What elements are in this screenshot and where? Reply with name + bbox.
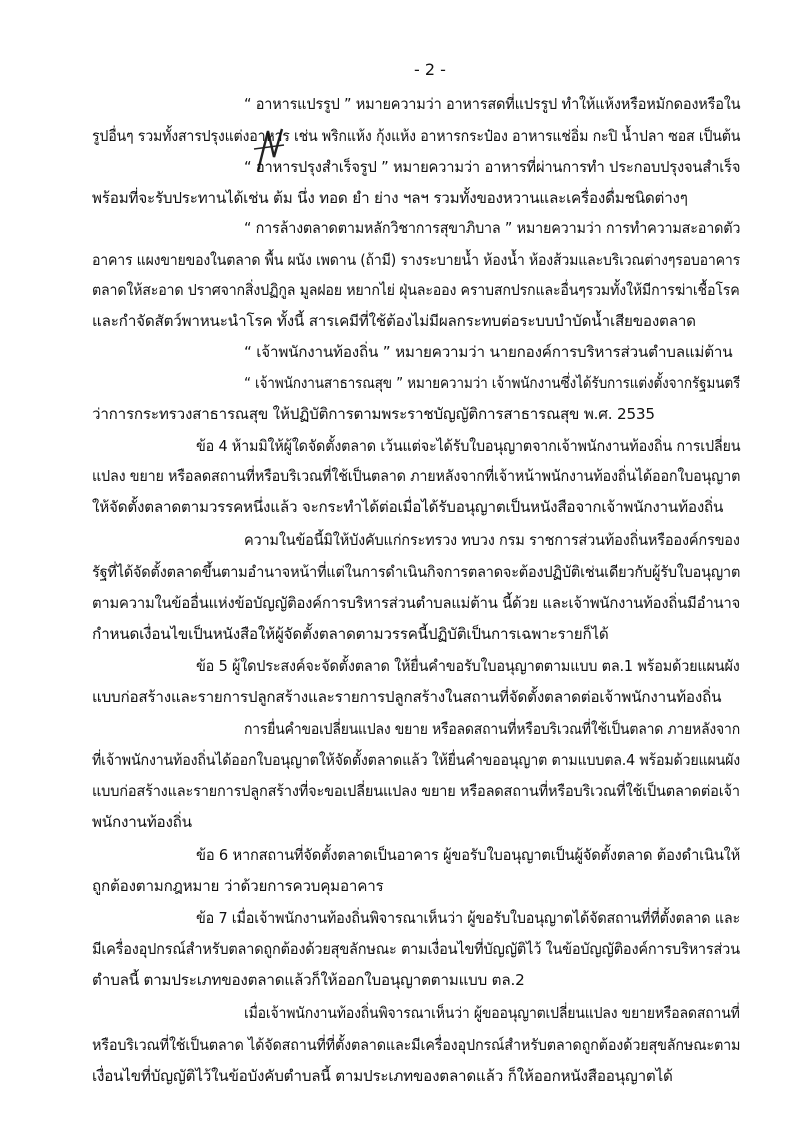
text-line: หรือบริเวณที่ใช้เป็นตลาด ได้จัดสถานที่ที่ตั้งตลาดและมีเครื่องอุปกรณ์สำหรับตลาดถูกต้องด้วยสุขลักษณะตาม <box>92 1036 741 1054</box>
text-line: รูปอื่นๆ รวมทั้งสารปรุงแต่งอาหาร เช่น พริกแห้ง กุ้งแห้ง อาหารกระป๋อง อาหารแช่อิ่ม กะปิ น้ำปลา ซอส เป็นต้น <box>92 127 741 145</box>
text-line: การยื่นคำขอเปลี่ยนแปลง ขยาย หรือลดสถานที่หรือบริเวณที่ใช้เป็นตลาด ภายหลังจาก <box>244 720 740 738</box>
page-number: - 2 - <box>414 60 446 79</box>
text-line: ตลาดให้สะอาด ปราศจากสิ่งปฏิกูล มูลฝอย หยากไย่ ฝุ่นละออง คราบสกปรกและอื่นๆรวมทั้งให้มีการฆ่าเชื้อโรค <box>92 281 740 299</box>
text-line: กำหนดเงื่อนไขเป็นหนังสือให้ผู้จัดตั้งตลาดตามวรรคนี้ปฏิบัติเป็นการเฉพาะรายก็ได้ <box>92 625 609 643</box>
text-line: ให้จัดตั้งตลาดตามวรรคหนึ่งแล้ว จะกระทำได้ต่อเมื่อได้รับอนุญาตเป็นหนังสือจากเจ้าพนักงานท้องถิ่น <box>92 498 724 516</box>
text-line: และกำจัดสัตว์พาหนะนำโรค ทั้งนี้ สารเคมีที่ใช้ต้องไม่มีผลกระทบต่อระบบบำบัดน้ำเสียของตลาด <box>92 312 696 330</box>
text-line: มีเครื่องอุปกรณ์สำหรับตลาดถูกต้องด้วยสุขลักษณะ ตามเงื่อนไขที่บัญญัติไว้ ในข้อบัญญัติองค์การบริหารส่วน <box>92 940 740 958</box>
text-line: ตามความในข้ออื่นแห่งข้อบัญญัติองค์การบริหารส่วนตำบลแม่ต้าน นี้ด้วย และเจ้าพนักงานท้องถิ่นมีอำนาจ <box>92 594 741 612</box>
text-line: “ การล้างตลาดตามหลักวิชาการสุขาภิบาล ” หมายความว่า การทำความสะอาดตัว <box>244 219 741 237</box>
text-line: ข้อ 7 เมื่อเจ้าพนักงานท้องถิ่นพิจารณาเห็นว่า ผู้ขอรับใบอนุญาตได้จัดสถานที่ที่ตั้งตลาด และ <box>196 909 740 927</box>
text-line: รัฐที่ได้จัดตั้งตลาดขึ้นตามอำนาจหน้าที่แต่ในการดำเนินกิจการตลาดจะต้องปฏิบัติเช่นเดียวกับผู้รับใบอนุญาต <box>92 563 741 581</box>
text-line: ว่าการกระทรวงสาธารณสุข ให้ปฏิบัติการตามพระราชบัญญัติการสาธารณสุข พ.ศ. 2535 <box>92 405 655 423</box>
text-line: อาคาร แผงขายของในตลาด พื้น ผนัง เพดาน (ถ้ามี) รางระบายน้ำ ห้องน้ำ ห้องส้วมและบริเวณต่างๆรอบอาคาร <box>92 251 741 269</box>
text-line: ความในข้อนี้มิให้บังคับแก่กระทรวง ทบวง กรม ราชการส่วนท้องถิ่นหรือองค์กรของ <box>244 531 740 549</box>
text-line: แบบก่อสร้างและรายการปลูกสร้างและรายการปลูกสร้างในสถานที่จัดตั้งตลาดต่อเจ้าพนักงานท้องถิ่น <box>92 688 722 706</box>
text-line: เมื่อเจ้าพนักงานท้องถิ่นพิจารณาเห็นว่า ผู้ขออนุญาตเปลี่ยนแปลง ขยายหรือลดสถานที่ <box>244 1004 740 1022</box>
text-line: ที่เจ้าพนักงานท้องถิ่นได้ออกใบอนุญาตให้จัดตั้งตลาดแล้ว ให้ยื่นคำขออนุญาต ตามแบบตล.4 พร้อมด้วยแผนผัง <box>92 751 741 769</box>
text-line: แปลง ขยาย หรือลดสถานที่หรือบริเวณที่ใช้เป็นตลาด ภายหลังจากที่เจ้าหน้าพนักงานท้องถิ่นได้ออกใบอนุญาต <box>92 467 741 485</box>
text-line: ข้อ 6 หากสถานที่จัดตั้งตลาดเป็นอาคาร ผู้ขอรับใบอนุญาตเป็นผู้จัดตั้งตลาด ต้องดำเนินให้ <box>196 846 741 864</box>
text-line: ตำบลนี้ ตามประเภทของตลาดแล้วก็ให้ออกใบอนุญาตตามแบบ ตล.2 <box>92 971 525 989</box>
text-line: พนักงานท้องถิ่น <box>92 813 192 831</box>
text-line: “ เจ้าพนักงานสาธารณสุข ” หมายความว่า เจ้าพนักงานซึ่งได้รับการแต่งตั้งจากรัฐมนตรี <box>244 374 741 392</box>
text-line: พร้อมที่จะรับประทานได้เช่น ต้ม นึ่ง ทอด ยำ ย่าง ฯลฯ รวมทั้งของหวานและเครื่องดื่มชนิดต่างๆ <box>92 189 688 207</box>
text-line: “ เจ้าพนักงานท้องถิ่น ” หมายความว่า นายกองค์การบริหารส่วนตำบลแม่ต้าน <box>244 343 733 361</box>
text-line: แบบก่อสร้างและรายการปลูกสร้างที่จะขอเปลี่ยนแปลง ขยาย หรือลดสถานที่หรือบริเวณที่ใช้เป็นตลาดต่อเจ้า <box>92 782 740 800</box>
text-line: “ อาหารปรุงสำเร็จรูป ” หมายความว่า อาหารที่ผ่านการทำ ประกอบปรุงจนสำเร็จ <box>244 158 741 176</box>
text-line: “ อาหารแปรรูป ” หมายความว่า อาหารสดที่แปรรูป ทำให้แห้งหรือหมักดองหรือใน <box>244 95 741 113</box>
text-line: ข้อ 4 ห้ามมิให้ผู้ใดจัดตั้งตลาด เว้นแต่จะได้รับใบอนุญาตจากเจ้าพนักงานท้องถิ่น การเปลี่ยน <box>196 437 741 455</box>
text-line: ถูกต้องตามกฎหมาย ว่าด้วยการควบคุมอาคาร <box>92 877 384 895</box>
text-line: ข้อ 5 ผู้ใดประสงค์จะจัดตั้งตลาด ให้ยื่นคำขอรับใบอนุญาตตามแบบ ตล.1 พร้อมด้วยแผนผัง <box>196 657 740 675</box>
text-line: เงื่อนไขที่บัญญัติไว้ในข้อบังคับตำบลนี้ ตามประเภทของตลาดแล้ว ก็ให้ออกหนังสืออนุญาตได้ <box>92 1067 673 1085</box>
